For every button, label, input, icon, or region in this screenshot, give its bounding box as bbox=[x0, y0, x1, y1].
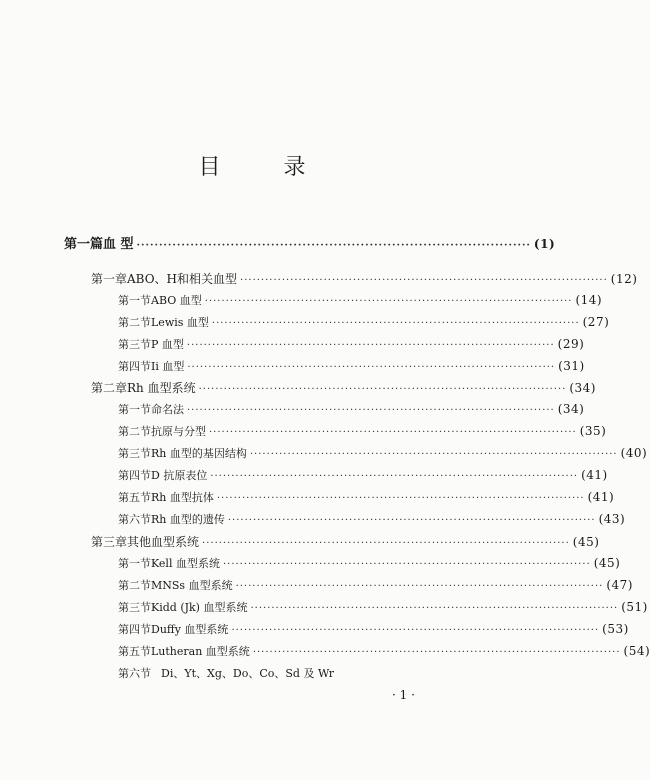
toc-entry-title: Ii 血型 bbox=[151, 360, 185, 373]
leader-dots: ························································································ bbox=[249, 449, 618, 460]
toc-entry-title: 命名法 bbox=[151, 403, 184, 416]
toc-entry-page: (34) bbox=[557, 402, 585, 416]
toc-entry-page: (45) bbox=[593, 556, 621, 570]
toc-entry-section[interactable] bbox=[118, 314, 610, 332]
toc-entry-title: Lutheran 血型系统 bbox=[151, 645, 250, 658]
page-number: · 1 · bbox=[392, 688, 415, 702]
leader-dots: ························································································ bbox=[250, 603, 619, 614]
toc-entry-number: 第三节 bbox=[118, 338, 151, 351]
toc-entry-section[interactable] bbox=[118, 401, 585, 419]
toc-entry-title: Duffy 血型系统 bbox=[151, 623, 229, 636]
toc-entry-page: (47) bbox=[606, 578, 633, 592]
toc-entry-page: (41) bbox=[581, 468, 608, 482]
toc-entry-page: (54) bbox=[623, 644, 650, 658]
toc-entry-section[interactable] bbox=[118, 555, 621, 573]
leader-dots: ························································································ bbox=[186, 340, 555, 351]
toc-entry-section[interactable] bbox=[118, 643, 650, 661]
leader-dots: ························································································ bbox=[231, 625, 600, 636]
leader-dots: ························································································ bbox=[235, 581, 604, 592]
toc-entry-title: ABO 血型 bbox=[151, 294, 202, 307]
toc-entry-title: D 抗原表位 bbox=[151, 469, 208, 482]
toc-entry-number: 第二节 bbox=[118, 425, 151, 438]
toc-entry-number: 第六节 bbox=[118, 513, 151, 526]
leader-dots: ························································································ bbox=[187, 362, 556, 373]
toc-entry-chapter[interactable] bbox=[91, 533, 600, 551]
toc-entry-number: 第六节 bbox=[118, 667, 151, 680]
toc-entry-section[interactable] bbox=[118, 599, 648, 617]
toc-entry-page: (51) bbox=[621, 600, 648, 614]
toc-entry-chapter[interactable] bbox=[91, 270, 638, 288]
toc-entry-section[interactable] bbox=[118, 292, 603, 310]
toc-entry-number: 第二节 bbox=[118, 316, 151, 329]
toc-entry-title: Kell 血型系统 bbox=[151, 557, 220, 570]
toc-entry-page: (34) bbox=[569, 381, 596, 395]
toc-entry-number: 第一篇 bbox=[64, 237, 104, 252]
toc-entry-part[interactable] bbox=[64, 233, 556, 252]
toc-entry-section[interactable] bbox=[118, 467, 608, 485]
leader-dots: ························································································ bbox=[187, 405, 555, 416]
toc-entry-section[interactable] bbox=[118, 336, 585, 354]
toc-entry-number: 第三节 bbox=[118, 447, 151, 460]
toc-entry-page: (14) bbox=[575, 293, 603, 307]
toc-entry-section[interactable] bbox=[118, 423, 607, 441]
toc-entry-section[interactable] bbox=[118, 511, 626, 529]
toc-entry-number: 第四节 bbox=[118, 469, 151, 482]
toc-entry-page: (43) bbox=[598, 512, 626, 526]
toc-entry-title: P 血型 bbox=[151, 338, 184, 351]
leader-dots: ························································································ bbox=[209, 427, 577, 438]
toc-entry-title: MNSs 血型系统 bbox=[151, 579, 233, 592]
toc-entry-page: (45) bbox=[572, 535, 600, 549]
toc-entry-number: 第一节 bbox=[118, 403, 151, 416]
toc-entry-number: 第一节 bbox=[118, 294, 151, 307]
toc-entry-section[interactable] bbox=[118, 445, 648, 463]
toc-entry-page: (41) bbox=[587, 490, 615, 504]
toc-entry-title: 血 型 bbox=[103, 237, 134, 252]
leader-dots: ························································································ bbox=[210, 471, 579, 482]
toc-entry-title: Di、Yt、Xg、Do、Co、Sd 及 Wr bbox=[161, 667, 335, 680]
toc-entry-section[interactable] bbox=[118, 621, 629, 639]
toc-entry-title: Rh 血型的遗传 bbox=[151, 513, 225, 526]
toc-entry-number: 第一章 bbox=[91, 272, 128, 286]
leader-dots: ························································································ bbox=[202, 538, 570, 549]
toc-entry-page: (12) bbox=[610, 272, 638, 286]
toc-entry-section[interactable] bbox=[118, 665, 444, 683]
toc-entry-number: 第四节 bbox=[118, 360, 151, 373]
leader-dots: ························································································ bbox=[222, 559, 591, 570]
toc-entry-page: (29) bbox=[557, 337, 585, 351]
toc-entry-section[interactable] bbox=[118, 358, 585, 376]
toc-entry-page: (35) bbox=[579, 424, 607, 438]
toc-entry-title: Lewis 血型 bbox=[151, 316, 209, 329]
toc-entry-page: (1) bbox=[533, 237, 556, 251]
toc-entry-number: 第五节 bbox=[118, 645, 151, 658]
toc-entry-page: (27) bbox=[582, 315, 610, 329]
toc-entry-title: Rh 血型系统 bbox=[127, 381, 196, 395]
toc-entry-page: (31) bbox=[558, 359, 585, 373]
toc-entry-title: 抗原与分型 bbox=[151, 425, 206, 438]
leader-dots: ························································································ bbox=[216, 493, 585, 504]
toc-entry-section[interactable] bbox=[118, 489, 615, 507]
toc-entry-title: ABO、H和相关血型 bbox=[127, 272, 238, 286]
toc-entry-number: 第三章 bbox=[91, 535, 128, 549]
toc-entry-number: 第二章 bbox=[91, 381, 128, 395]
page-title: 目 录 bbox=[198, 155, 334, 180]
leader-dots: ························································································ bbox=[227, 515, 596, 526]
toc-entry-page: (53) bbox=[602, 622, 629, 636]
leader-dots: ························································································ bbox=[198, 384, 567, 395]
toc-entry-number: 第四节 bbox=[118, 623, 151, 636]
leader-dots: ························································································ bbox=[240, 275, 608, 286]
toc-entry-number: 第二节 bbox=[118, 579, 151, 592]
leader-dots: ························································································ bbox=[252, 647, 621, 658]
leader-dots: ························································································ bbox=[136, 240, 531, 251]
toc-entry-number: 第三节 bbox=[118, 601, 151, 614]
toc-entry-section[interactable] bbox=[118, 577, 633, 595]
toc-entry-number: 第五节 bbox=[118, 491, 151, 504]
toc-entry-number: 第一节 bbox=[118, 557, 151, 570]
leader-dots: ························································································ bbox=[211, 318, 580, 329]
toc-entry-chapter[interactable] bbox=[91, 379, 596, 397]
toc-entry-title: Rh 血型的基因结构 bbox=[151, 447, 247, 460]
toc-entry-page: (40) bbox=[620, 446, 648, 460]
toc-entry-title: 其他血型系统 bbox=[127, 535, 200, 549]
toc-entry-title: Rh 血型抗体 bbox=[151, 491, 214, 504]
toc-entry-title: Kidd (Jk) 血型系统 bbox=[151, 601, 248, 614]
leader-dots: ························································································ bbox=[204, 296, 573, 307]
